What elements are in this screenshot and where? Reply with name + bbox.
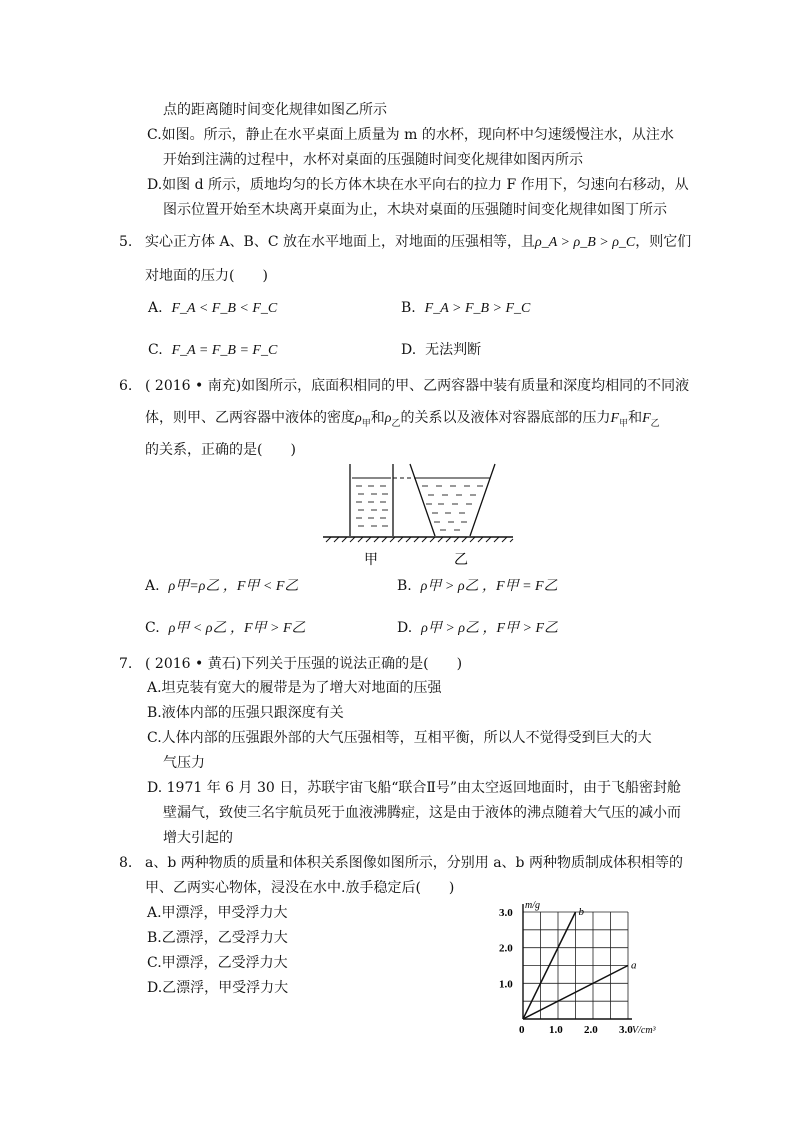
q6-option-a[interactable] xyxy=(145,576,298,597)
rho-jia-symbol: $\rho_甲$ xyxy=(355,411,371,428)
q7-option-d-line2: 壁漏气，致使三名宇航员死于血液沸腾症，这是由于液体的沸点随着大气压的减小而 xyxy=(163,805,681,821)
option-label: B. xyxy=(397,578,412,594)
q6-option-c[interactable] xyxy=(145,618,306,639)
q8-option-c[interactable]: C.甲漂浮，乙受浮力大 xyxy=(147,955,288,971)
q7-option-a[interactable]: A.坦克装有宽大的履带是为了增大对地面的压强 xyxy=(147,680,442,696)
x-tick-label: 3.0 xyxy=(619,1024,633,1036)
q6-stem-line3: 的关系，正确的是( ) xyxy=(145,442,296,458)
chart-grid xyxy=(523,912,628,1019)
yi-wall-right xyxy=(470,464,495,536)
option-text: ρ甲=ρ乙 ，F甲 < F乙 xyxy=(168,579,299,594)
option-label: A. xyxy=(145,578,160,594)
q5-option-b[interactable] xyxy=(401,298,530,319)
q8-option-a[interactable]: A.甲漂浮，甲受浮力大 xyxy=(147,905,288,921)
q4-option-b-continuation: 点的距离随时间变化规律如图乙所示 xyxy=(163,102,387,118)
y-tick-label: 2.0 xyxy=(499,942,513,955)
q5-stem-text-a: 实心正方体 A、B、C 放在水平地面上，对地面的压强相等，且 xyxy=(145,234,536,250)
q6-stem-line1: ( 2016 • 南充)如图所示，底面积相同的甲、乙两容器中装有质量和深度均相同的不同液 xyxy=(145,378,690,394)
mass-volume-chart xyxy=(495,892,675,1042)
q4-option-d-line2: 图示位置开始至木块离开桌面为止，木块对桌面的压强随时间变化规律如图丁所示 xyxy=(163,202,667,218)
q7-option-c-line2: 气压力 xyxy=(163,755,205,771)
option-text: F_A = F_B = F_C xyxy=(171,343,278,358)
q6-text-d: 和 xyxy=(628,410,643,426)
option-text: ρ甲 > ρ乙 ，F甲 > F乙 xyxy=(421,621,559,636)
option-label: B. xyxy=(401,300,416,316)
series-label-b: b xyxy=(578,906,584,918)
series-label-a: a xyxy=(631,959,637,972)
q8-stem-line1: a、b 两种物质的质量和体积关系图像如图所示，分别用 a、b 两种物质制成体积相等的 xyxy=(145,855,683,871)
q5-stem-text-b: ，则它们 xyxy=(635,234,692,250)
q6-text-b: 和 xyxy=(370,410,385,426)
origin-label: 0 xyxy=(519,1024,525,1036)
y-tick-label: 1.0 xyxy=(499,978,513,991)
chart-axes xyxy=(523,904,632,1019)
option-label: C. xyxy=(148,342,163,358)
q7-option-b[interactable]: B.液体内部的压强只跟深度有关 xyxy=(147,705,344,721)
f-jia-symbol: $F_甲$ xyxy=(610,411,629,428)
q5-option-c[interactable] xyxy=(148,340,277,361)
rho-yi-symbol: $\rho_乙$ xyxy=(384,411,401,428)
q5-number: 5. xyxy=(119,234,133,250)
q4-option-c-line1: C.如图。所示，静止在水平桌面上质量为 m 的水杯，现向杯中匀速缓慢注水，从注水 xyxy=(147,127,674,143)
q7-number: 7. xyxy=(119,656,133,672)
x-tick-label: 1.0 xyxy=(549,1024,563,1036)
q7-stem: ( 2016 • 黄石)下列关于压强的说法正确的是( ) xyxy=(145,656,463,672)
option-text: 无法判断 xyxy=(425,342,482,358)
yi-label: 乙 xyxy=(454,553,468,568)
q8-option-b[interactable]: B.乙漂浮，乙受浮力大 xyxy=(147,930,288,946)
x-axis-label: V/cm³ xyxy=(632,1025,656,1036)
option-text: ρ甲 < ρ乙 ，F甲 > F乙 xyxy=(168,621,306,636)
option-text: F_A < F_B < F_C xyxy=(171,301,278,316)
q8-stem-line2: 甲、乙两实心物体，浸没在水中.放手稳定后( ) xyxy=(145,880,455,896)
option-label: D. xyxy=(397,620,413,636)
q7-option-c-line1[interactable]: C.人体内部的压强跟外部的大气压强相等，互相平衡，所以人不觉得受到巨大的大 xyxy=(147,730,652,746)
q5-density-relation: ρ_A > ρ_B > ρ_C xyxy=(535,235,636,250)
q6-stem-line2 xyxy=(145,408,660,433)
q8-option-d[interactable]: D.乙漂浮，甲受浮力大 xyxy=(147,980,289,996)
q8-number: 8. xyxy=(119,855,133,871)
jia-label: 甲 xyxy=(364,553,378,568)
q5-stem-line2: 对地面的压力( ) xyxy=(145,268,268,284)
q5-option-d[interactable] xyxy=(401,340,481,360)
q7-option-d-line3: 增大引起的 xyxy=(163,830,233,846)
option-label: D. xyxy=(401,342,417,358)
q6-option-b[interactable] xyxy=(397,576,558,597)
option-text: F_A > F_B > F_C xyxy=(424,301,531,316)
q7-option-d-line1[interactable]: D. 1971 年 6 月 30 日，苏联宇宙飞船“联合Ⅱ号”由太空返回地面时，由于飞船密封舱 xyxy=(147,780,682,796)
q5-option-a[interactable] xyxy=(148,298,277,319)
option-label: C. xyxy=(145,620,160,636)
q4-option-c-line2: 开始到注满的过程中，水杯对桌面的压强随时间变化规律如图丙所示 xyxy=(163,152,583,168)
yi-wall-left xyxy=(410,464,435,536)
option-label: A. xyxy=(148,300,163,316)
q4-option-d-line1: D.如图 d 所示，质地均匀的长方体木块在水平向右的拉力 F 作用下，匀速向右移动，从 xyxy=(147,177,689,193)
q6-number: 6. xyxy=(119,378,133,394)
q5-stem-line1 xyxy=(145,232,691,253)
x-tick-label: 2.0 xyxy=(584,1024,598,1036)
q6-option-d[interactable] xyxy=(397,618,558,639)
y-axis-label: m/g xyxy=(525,900,540,911)
q6-text-c: 的关系以及液体对容器底部的压力 xyxy=(400,410,611,426)
jia-liquid-pattern xyxy=(356,486,388,526)
containers-figure xyxy=(318,458,518,573)
q6-text-a: 体，则甲、乙两容器中液体的密度 xyxy=(145,410,355,426)
f-yi-symbol: $F_乙$ xyxy=(642,411,660,428)
option-text: ρ甲 > ρ乙 ，F甲 = F乙 xyxy=(420,579,558,594)
y-tick-label: 3.0 xyxy=(499,907,513,919)
